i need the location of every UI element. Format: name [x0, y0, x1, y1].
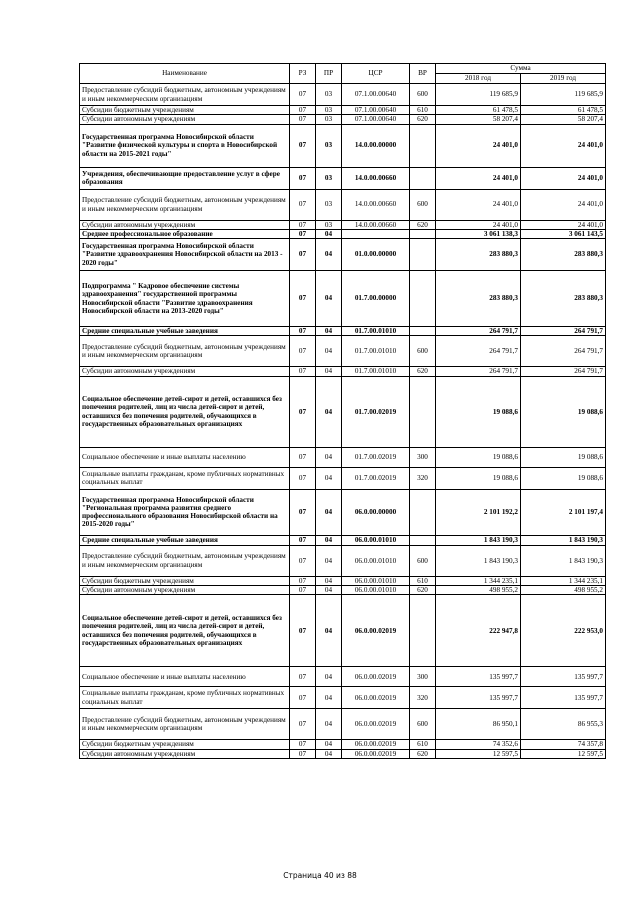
table-cell-name: Субсидии бюджетным учреждениям: [80, 576, 290, 585]
table-cell-pr: 04: [316, 687, 342, 709]
table-cell-2018: 24 401,0: [436, 124, 521, 167]
table-cell-2018: 24 401,0: [436, 220, 521, 229]
table-row: [80, 220, 606, 229]
table-cell-vr: [410, 229, 436, 238]
table-cell-vr: 610: [410, 740, 436, 749]
table-row: [80, 229, 606, 238]
column-header-pr: ПР: [316, 64, 342, 84]
table-cell-pr: 04: [316, 376, 342, 447]
table-cell-2019: 119 685,9: [521, 84, 606, 106]
table-cell-pr: 04: [316, 595, 342, 667]
table-cell-name: Субсидии бюджетным учреждениям: [80, 740, 290, 749]
table-cell-vr: [410, 535, 436, 545]
table-cell-csr: 06.0.00.02019: [342, 749, 410, 758]
table-cell-vr: [410, 327, 436, 336]
table-row: [80, 749, 606, 758]
table-cell-vr: 600: [410, 336, 436, 367]
table-cell-csr: 06.0.00.01010: [342, 535, 410, 545]
table-cell-2019: 86 955,3: [521, 709, 606, 740]
table-cell-rz: 07: [290, 327, 316, 336]
table-row: [80, 576, 606, 585]
table-cell-vr: 620: [410, 585, 436, 594]
table-cell-csr: 01.7.00.01010: [342, 336, 410, 367]
table-cell-rz: 07: [290, 740, 316, 749]
table-cell-pr: 04: [316, 467, 342, 489]
table-cell-2019: 12 597,5: [521, 749, 606, 758]
table-cell-2018: 264 791,7: [436, 327, 521, 336]
table-cell-pr: 04: [316, 585, 342, 594]
table-cell-2019: 74 357,8: [521, 740, 606, 749]
table-cell-name: Социальные выплаты гражданам, кроме публичных нормативных социальных выплат: [80, 467, 290, 489]
table-cell-vr: 600: [410, 189, 436, 220]
table-cell-vr: [410, 124, 436, 167]
table-cell-2019: 24 401,0: [521, 167, 606, 189]
table-cell-vr: 620: [410, 115, 436, 124]
table-cell-csr: 14.0.00.00000: [342, 124, 410, 167]
table-cell-2018: 19 088,6: [436, 376, 521, 447]
table-cell-csr: 01.7.00.02019: [342, 467, 410, 489]
table-cell-pr: 04: [316, 336, 342, 367]
table-cell-rz: 07: [290, 239, 316, 271]
table-cell-2018: 1 344 235,1: [436, 576, 521, 585]
table-cell-pr: 03: [316, 124, 342, 167]
table-cell-rz: 07: [290, 229, 316, 238]
table-row: [80, 327, 606, 336]
table-cell-pr: 04: [316, 709, 342, 740]
table-cell-name: Средние специальные учебные заведения: [80, 535, 290, 545]
column-header-vr: ВР: [410, 64, 436, 84]
table-cell-name: Предоставление субсидий бюджетным, автономным учреждениям и иным некоммерческим организациям: [80, 545, 290, 576]
table-cell-pr: 04: [316, 327, 342, 336]
table-cell-vr: 320: [410, 467, 436, 489]
table-row: [80, 545, 606, 576]
table-cell-2019: 283 880,3: [521, 239, 606, 271]
table-cell-2019: 135 997,7: [521, 687, 606, 709]
table-cell-2019: 1 344 235,1: [521, 576, 606, 585]
table-cell-2018: 61 478,5: [436, 106, 521, 115]
table-cell-name: Социальное обеспечение детей-сирот и детей, оставшихся без попечения родителей, лиц из числа детей-сирот и детей, оставшихся без попечения родителей, обучающихся в государственных образовательных организациях: [80, 595, 290, 667]
table-cell-rz: 07: [290, 447, 316, 467]
table-cell-csr: 07.1.00.00640: [342, 115, 410, 124]
table-cell-rz: 07: [290, 667, 316, 687]
table-cell-rz: 07: [290, 687, 316, 709]
table-cell-2019: 19 088,6: [521, 376, 606, 447]
table-cell-vr: 610: [410, 106, 436, 115]
table-cell-name: Предоставление субсидий бюджетным, автономным учреждениям и иным некоммерческим организациям: [80, 709, 290, 740]
table-cell-vr: [410, 376, 436, 447]
table-cell-rz: 07: [290, 709, 316, 740]
table-cell-name: Социальное обеспечение и иные выплаты населению: [80, 667, 290, 687]
table-cell-2019: 24 401,0: [521, 220, 606, 229]
table-row: [80, 740, 606, 749]
table-cell-rz: 07: [290, 84, 316, 106]
table-cell-csr: 07.1.00.00640: [342, 106, 410, 115]
table-cell-rz: 07: [290, 576, 316, 585]
table-cell-2018: 86 950,1: [436, 709, 521, 740]
table-cell-csr: 01.7.00.00000: [342, 271, 410, 327]
table-cell-2018: 283 880,3: [436, 271, 521, 327]
table-cell-2019: 3 061 143,5: [521, 229, 606, 238]
table-cell-2018: 1 843 190,3: [436, 535, 521, 545]
table-cell-csr: 01.0.00.00000: [342, 239, 410, 271]
table-cell-2018: 264 791,7: [436, 367, 521, 376]
table-cell-pr: 04: [316, 239, 342, 271]
table-cell-pr: 03: [316, 84, 342, 106]
table-cell-csr: 01.7.00.02019: [342, 447, 410, 467]
table-cell-2018: 58 207,4: [436, 115, 521, 124]
column-header-name: Наименование: [80, 64, 290, 84]
table-cell-2018: 2 101 192,2: [436, 489, 521, 535]
table-cell-2018: 3 061 138,3: [436, 229, 521, 238]
table-cell-2018: 135 997,7: [436, 687, 521, 709]
table-cell-csr: 14.0.00.00660: [342, 220, 410, 229]
table-cell-csr: 06.0.00.02019: [342, 667, 410, 687]
table-row: [80, 336, 606, 367]
table-cell-vr: 600: [410, 545, 436, 576]
table-cell-2018: 264 791,7: [436, 336, 521, 367]
table-cell-pr: 04: [316, 271, 342, 327]
table-row: [80, 239, 606, 271]
table-cell-pr: 04: [316, 576, 342, 585]
table-row: [80, 167, 606, 189]
table-cell-csr: 14.0.00.00660: [342, 189, 410, 220]
table-cell-2018: 222 947,8: [436, 595, 521, 667]
table-cell-rz: 07: [290, 336, 316, 367]
table-cell-rz: 07: [290, 376, 316, 447]
table-cell-vr: 620: [410, 220, 436, 229]
table-cell-rz: 07: [290, 367, 316, 376]
table-row: [80, 189, 606, 220]
table-cell-2018: 1 843 190,3: [436, 545, 521, 576]
table-cell-pr: 03: [316, 189, 342, 220]
table-cell-2019: 283 880,3: [521, 271, 606, 327]
table-row: [80, 106, 606, 115]
table-cell-name: Предоставление субсидий бюджетным, автономным учреждениям и иным некоммерческим организациям: [80, 189, 290, 220]
table-cell-pr: 04: [316, 447, 342, 467]
table-cell-vr: [410, 239, 436, 271]
table-cell-vr: 600: [410, 84, 436, 106]
table-cell-rz: 07: [290, 595, 316, 667]
table-cell-name: Субсидии бюджетным учреждениям: [80, 106, 290, 115]
table-cell-2018: 24 401,0: [436, 189, 521, 220]
table-cell-2019: 24 401,0: [521, 124, 606, 167]
table-row: [80, 447, 606, 467]
table-cell-csr: 06.0.00.01010: [342, 585, 410, 594]
table-cell-2018: 135 997,7: [436, 667, 521, 687]
table-cell-2019: 2 101 197,4: [521, 489, 606, 535]
table-row: [80, 271, 606, 327]
table-cell-pr: 04: [316, 740, 342, 749]
table-cell-vr: 300: [410, 667, 436, 687]
table-cell-vr: [410, 167, 436, 189]
table-cell-name: Субсидии автономным учреждениям: [80, 220, 290, 229]
table-cell-pr: 03: [316, 106, 342, 115]
table-cell-vr: 320: [410, 687, 436, 709]
table-cell-csr: 01.7.00.01010: [342, 367, 410, 376]
table-cell-2019: 19 088,6: [521, 447, 606, 467]
table-cell-2018: 12 597,5: [436, 749, 521, 758]
table-row: [80, 376, 606, 447]
table-cell-pr: 04: [316, 367, 342, 376]
table-row: [80, 687, 606, 709]
table-cell-2019: 19 088,6: [521, 467, 606, 489]
table-cell-csr: 06.0.00.01010: [342, 576, 410, 585]
table-cell-name: Субсидии автономным учреждениям: [80, 749, 290, 758]
table-row: [80, 489, 606, 535]
table-cell-2019: 24 401,0: [521, 189, 606, 220]
table-cell-name: Субсидии автономным учреждениям: [80, 115, 290, 124]
table-cell-pr: 03: [316, 115, 342, 124]
table-cell-csr: 06.0.00.02019: [342, 687, 410, 709]
table-cell-csr: 14.0.00.00660: [342, 167, 410, 189]
table-cell-name: Подпрограмма " Кадровое обеспечение системы здравоохранения" государственной программы Новосибирской области "Развитие здравоохранения Новосибирской области на 2013-2020 годы": [80, 271, 290, 327]
table-cell-rz: 07: [290, 545, 316, 576]
column-header-sum: Сумма: [436, 64, 606, 74]
table-cell-name: Субсидии автономным учреждениям: [80, 367, 290, 376]
table-cell-vr: 610: [410, 576, 436, 585]
table-row: [80, 124, 606, 167]
table-cell-2019: 1 843 190,3: [521, 545, 606, 576]
table-cell-csr: 01.7.00.01010: [342, 327, 410, 336]
table-cell-name: Предоставление субсидий бюджетным, автономным учреждениям и иным некоммерческим организациям: [80, 336, 290, 367]
table-row: [80, 667, 606, 687]
column-header-2018: 2018 год: [436, 74, 521, 84]
table-cell-rz: 07: [290, 535, 316, 545]
table-cell-rz: 07: [290, 115, 316, 124]
table-cell-vr: [410, 489, 436, 535]
table-cell-name: Средние специальные учебные заведения: [80, 327, 290, 336]
table-cell-csr: 06.0.00.02019: [342, 740, 410, 749]
table-cell-2019: 264 791,7: [521, 336, 606, 367]
table-cell-vr: 600: [410, 709, 436, 740]
table-cell-pr: 04: [316, 749, 342, 758]
table-cell-pr: 04: [316, 667, 342, 687]
table-cell-2019: 222 953,0: [521, 595, 606, 667]
table-cell-name: Социальное обеспечение детей-сирот и детей, оставшихся без попечения родителей, лиц из числа детей-сирот и детей, оставшихся без попечения родителей, обучающихся в государственных образовательных организациях: [80, 376, 290, 447]
table-cell-csr: 07.1.00.00640: [342, 84, 410, 106]
table-cell-name: Учреждения, обеспечивающие предоставление услуг в сфере образования: [80, 167, 290, 189]
table-cell-vr: [410, 595, 436, 667]
table-cell-name: Предоставление субсидий бюджетным, автономным учреждениям и иным некоммерческим организациям: [80, 84, 290, 106]
table-cell-csr: 06.0.00.00000: [342, 489, 410, 535]
table-cell-name: Государственная программа Новосибирской области "Развитие физической культуры и спорта в Новосибирской области на 2015-2021 годы": [80, 124, 290, 167]
table-cell-name: Государственная программа Новосибирской области "Развитие здравоохранения Новосибирской области на 2013 - 2020 годы": [80, 239, 290, 271]
table-cell-name: Социальные выплаты гражданам, кроме публичных нормативных социальных выплат: [80, 687, 290, 709]
table-cell-csr: 06.0.00.02019: [342, 709, 410, 740]
table-body: [80, 84, 606, 759]
table-cell-csr: [342, 229, 410, 238]
table-cell-pr: 03: [316, 220, 342, 229]
table-cell-2018: 19 088,6: [436, 447, 521, 467]
table-cell-rz: 07: [290, 489, 316, 535]
table-cell-rz: 07: [290, 189, 316, 220]
table-cell-pr: 04: [316, 545, 342, 576]
table-cell-name: Государственная программа Новосибирской области "Региональная программа развития среднего профессионального образования Новосибирской области на 2015-2020 годы": [80, 489, 290, 535]
table-cell-vr: [410, 271, 436, 327]
table-cell-rz: 07: [290, 106, 316, 115]
table-cell-2018: 283 880,3: [436, 239, 521, 271]
table-cell-pr: 04: [316, 229, 342, 238]
table-cell-name: Среднее профессиональное образование: [80, 229, 290, 238]
table-cell-name: Социальное обеспечение и иные выплаты населению: [80, 447, 290, 467]
table-row: [80, 367, 606, 376]
table-cell-2019: 135 997,7: [521, 667, 606, 687]
table-cell-csr: 01.7.00.02019: [342, 376, 410, 447]
table-row: [80, 709, 606, 740]
column-header-rz: РЗ: [290, 64, 316, 84]
table-cell-2018: 498 955,2: [436, 585, 521, 594]
table-cell-2018: 119 685,9: [436, 84, 521, 106]
table-cell-rz: 07: [290, 585, 316, 594]
table-row: [80, 595, 606, 667]
table-cell-2018: 74 352,6: [436, 740, 521, 749]
table-cell-name: Субсидии автономным учреждениям: [80, 585, 290, 594]
table-cell-pr: 04: [316, 535, 342, 545]
table-cell-vr: 300: [410, 447, 436, 467]
column-header-2019: 2019 год: [521, 74, 606, 84]
table-row: [80, 535, 606, 545]
table-row: [80, 467, 606, 489]
table-cell-2019: 58 207,4: [521, 115, 606, 124]
table-cell-rz: 07: [290, 220, 316, 229]
table-cell-pr: 03: [316, 167, 342, 189]
table-cell-rz: 07: [290, 167, 316, 189]
table-cell-rz: 07: [290, 749, 316, 758]
table-row: [80, 115, 606, 124]
table-cell-csr: 06.0.00.02019: [342, 595, 410, 667]
table-cell-rz: 07: [290, 124, 316, 167]
table-cell-2019: 61 478,5: [521, 106, 606, 115]
table-cell-vr: 620: [410, 749, 436, 758]
table-cell-rz: 07: [290, 467, 316, 489]
table-cell-2019: 264 791,7: [521, 327, 606, 336]
budget-table: [79, 63, 606, 759]
table-cell-2019: 264 791,7: [521, 367, 606, 376]
table-cell-csr: 06.0.00.01010: [342, 545, 410, 576]
table-cell-2018: 24 401,0: [436, 167, 521, 189]
table-cell-rz: 07: [290, 271, 316, 327]
page-number: Страница 40 из 88: [283, 871, 357, 880]
table-cell-pr: 04: [316, 489, 342, 535]
table-cell-2019: 498 955,2: [521, 585, 606, 594]
table-cell-2019: 1 843 190,3: [521, 535, 606, 545]
table-row: [80, 84, 606, 106]
table-cell-2018: 19 088,6: [436, 467, 521, 489]
table-cell-vr: 620: [410, 367, 436, 376]
column-header-csr: ЦСР: [342, 64, 410, 84]
table-row: [80, 585, 606, 594]
